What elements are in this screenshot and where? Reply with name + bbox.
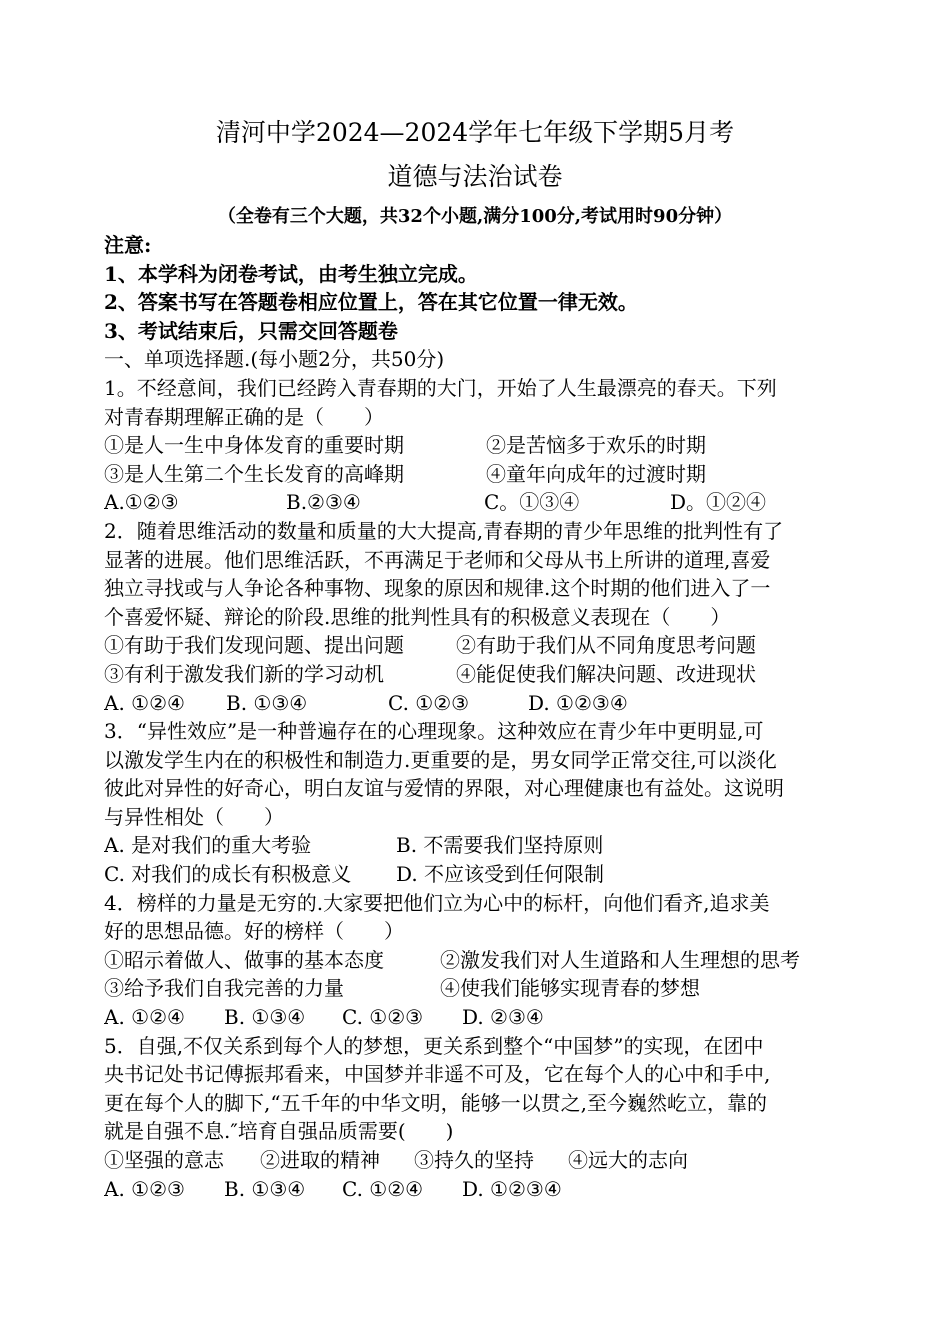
option-item: ②有助于我们从不同角度思考问题 xyxy=(456,633,756,658)
answer-choice: D. ②③④ xyxy=(462,1005,544,1030)
question-5-stem: 5．自强,不仅关系到每个人的梦想，更关系到整个“中国梦”的实现，在团中 xyxy=(104,1033,764,1058)
answer-choice: C. ①②③ xyxy=(342,1005,424,1030)
answer-choice: A.①②③ xyxy=(104,490,179,515)
answer-choice: A. ①②④ xyxy=(104,1005,185,1030)
section-heading: 一、单项选择题.(每小题2分，共50分) xyxy=(104,347,445,372)
question-5-stem: 就是自强不息.″培育自强品质需要( ) xyxy=(104,1119,454,1144)
answer-choices xyxy=(104,1003,854,1032)
option-item: ③是人生第二个生长发育的高峰期 xyxy=(104,461,404,486)
option-row xyxy=(104,660,854,689)
option-row xyxy=(104,860,854,889)
option-item: ③持久的坚持 xyxy=(414,1148,534,1172)
notice-item: 3、考试结束后，只需交回答题卷 xyxy=(104,318,398,343)
option-item: ①有助于我们发现问题、提出问题 xyxy=(104,633,404,658)
option-row xyxy=(104,831,854,860)
question-3-stem: 以激发学生内在的积极性和制造力.更重要的是，男女同学正常交往,可以淡化 xyxy=(104,747,777,772)
option-item: ④使我们能够实现青春的梦想 xyxy=(440,976,700,1001)
answer-choice: D. ①②③④ xyxy=(528,690,628,715)
answer-choice: B. ①③④ xyxy=(224,1176,306,1201)
question-2-stem: 显著的进展。他们思维活跃，不再满足于老师和父母从书上所讲的道理,喜爱 xyxy=(104,547,771,572)
exam-body xyxy=(104,231,854,1203)
option-row xyxy=(104,431,854,460)
option-item: C. 对我们的成长有积极意义 xyxy=(104,862,352,887)
question-3-stem: 3．“异性效应”是一种普遍存在的心理现象。这种效应在青少年中更明显,可 xyxy=(104,719,764,744)
answer-choices xyxy=(104,488,854,517)
option-item: B. 不需要我们坚持原则 xyxy=(396,833,604,858)
answer-choice: C. ①②④ xyxy=(342,1176,424,1201)
option-item: ②激发我们对人生道路和人生理想的思考 xyxy=(440,947,800,972)
answer-choice: A. ①②④ xyxy=(104,690,185,715)
answer-choice: B. ①③④ xyxy=(224,1005,306,1030)
question-4-stem: 4．榜样的力量是无穷的.大家要把他们立为心中的标杆，向他们看齐,追求美 xyxy=(104,890,770,915)
exam-title-line1: 清河中学2024—2024学年七年级下学期5月考 xyxy=(215,118,735,147)
question-3-stem: 彼此对异性的好奇心，明白友谊与爱情的界限，对心理健康也有益处。这说明 xyxy=(104,776,784,801)
question-3-stem: 与异性相处（ ） xyxy=(104,804,284,829)
answer-choices xyxy=(104,1175,854,1204)
answer-choice: D. ①②③④ xyxy=(462,1176,562,1201)
answer-choice: A. ①②③ xyxy=(104,1176,185,1201)
question-5-stem: 更在每个人的脚下,“五千年的中华文明，能够一以贯之,至今巍然屹立，靠的 xyxy=(104,1090,767,1115)
answer-choice: B.②③④ xyxy=(286,490,361,515)
option-item: ③给予我们自我完善的力量 xyxy=(104,976,344,1001)
option-item: ①是人一生中身体发育的重要时期 xyxy=(104,433,404,458)
option-row xyxy=(104,946,854,975)
option-item: A. 是对我们的重大考验 xyxy=(104,833,312,858)
question-2-stem: 独立寻找或与人争论各种事物、现象的原因和规律.这个时期的他们进入了一 xyxy=(104,576,771,601)
answer-choice: D。①②④ xyxy=(670,490,767,515)
option-row xyxy=(104,460,854,489)
option-row xyxy=(104,631,854,660)
option-item: ③有利于激发我们新的学习动机 xyxy=(104,661,384,686)
question-4-stem: 好的思想品德。好的榜样（ ） xyxy=(104,919,404,944)
question-2-stem: 2．随着思维活动的数量和质量的大大提高,青春期的青少年思维的批判性有了 xyxy=(104,518,784,543)
question-1-stem: 对青春期理解正确的是（ ） xyxy=(104,404,384,429)
notice-item: 2、答案书写在答题卷相应位置上，答在其它位置一律无效。 xyxy=(104,290,638,315)
option-row xyxy=(104,1146,854,1175)
answer-choice: C. ①②③ xyxy=(388,690,470,715)
option-row xyxy=(104,974,854,1003)
option-item: ②是苦恼多于欢乐的时期 xyxy=(486,433,706,458)
notice-item: 1、本学科为闭卷考试，由考生独立完成。 xyxy=(104,261,478,286)
option-item: ④童年向成年的过渡时期 xyxy=(486,461,706,486)
exam-subtitle: （全卷有三个大题，共32个小题,满分100分,考试用时90分钟） xyxy=(217,206,733,227)
option-item: ①昭示着做人、做事的基本态度 xyxy=(104,947,384,972)
question-1-stem: 1。不经意间，我们已经跨入青春期的大门，开始了人生最漂亮的春天。下列 xyxy=(104,375,777,400)
option-item: ①坚强的意志 xyxy=(104,1148,224,1172)
question-2-stem: 个喜爱怀疑、辩论的阶段.思维的批判性具有的积极意义表现在（ ） xyxy=(104,604,731,629)
question-5-stem: 央书记处书记傅振邦看来，中国梦并非遥不可及，它在每个人的心中和手中, xyxy=(104,1062,771,1087)
answer-choices xyxy=(104,689,854,718)
option-item: ②进取的精神 xyxy=(260,1148,380,1172)
option-item: ④远大的志向 xyxy=(568,1148,688,1172)
notice-heading: 注意: xyxy=(104,233,152,257)
answer-choice: B. ①③④ xyxy=(226,690,308,715)
option-item: D. 不应该受到任何限制 xyxy=(396,862,605,887)
exam-title-line2: 道德与法治试卷 xyxy=(387,162,563,191)
answer-choice: C。①③④ xyxy=(484,490,580,515)
option-item: ④能促使我们解决问题、改进现状 xyxy=(456,661,756,686)
